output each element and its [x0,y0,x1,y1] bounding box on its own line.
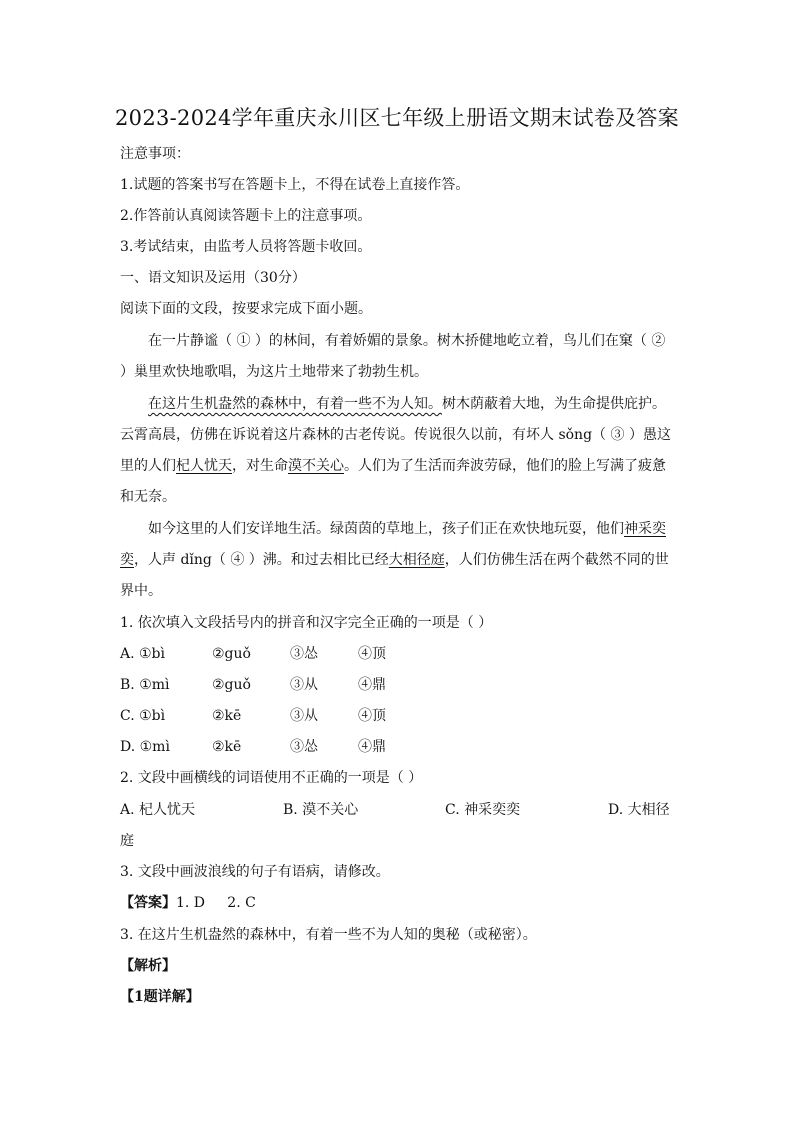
option-cell: ②guǒ [212,646,251,662]
passage-p2-line1 [148,394,680,414]
question-2-wrap: 庭 [120,833,134,849]
passage-p3-line1 [148,519,680,539]
question-1-option-d [120,737,386,757]
option-cell: ④顶 [358,646,386,662]
passage-p1-line1: 在一片静谧（ ① ）的林间，有着娇媚的景象。树木挢健地屹立着，鸟儿们在窠（ ② [148,333,666,349]
question-3-stem: 3. 文段中画波浪线的句子有语病，请修改。 [120,864,390,880]
option-cell: ②kē [212,708,242,724]
underlined-word-3: 神采奕 [624,521,666,537]
passage-text: ，对生命 [232,458,288,474]
answer-text: 1. D 2. C [176,895,256,911]
option-cell: ③怂 [290,646,318,662]
option-cell: ②kē [212,739,242,755]
passage-p2-line4: 和无奈。 [120,489,176,505]
option-cell: B. ①mì [120,677,170,693]
analysis-label: 【解析】 [120,958,176,974]
option-cell: ④鼎 [358,677,386,693]
passage-p2-line3 [120,456,680,476]
option-cell: ③从 [290,708,318,724]
passage-text: ，人声 dǐng（ ④ ）沸。和过去相比已经 [134,552,389,568]
note-item-2: 2.作答前认真阅读答题卡上的注意事项。 [120,208,372,224]
question-2-option-d: D. 大相径 [608,802,670,818]
note-item-3: 3.考试结束，由监考人员将答题卡收回。 [120,239,372,255]
underlined-word-2: 漠不关心 [288,458,344,474]
question-2-option-b: B. 漠不关心 [283,802,359,818]
option-cell: ④顶 [358,708,386,724]
answer-line [120,893,680,913]
option-cell: ④鼎 [358,739,386,755]
option-cell: ②guǒ [212,677,251,693]
passage-p2-line2: 云霄高晨，仿佛在诉说着这片森林的古老传说。传说很久以前，有坏人 sǒng（ ③ ）愚这 [120,427,671,443]
underlined-word-3-cont: 奕 [120,552,134,568]
passage-text: 树木荫蔽着大地，为生命提供庇护。 [442,396,666,412]
analysis-detail: 【1题详解】 [120,989,200,1005]
passage-text: 如今这里的人们安详地生活。绿茵茵的草地上，孩子们正在欢快地玩耍，他们 [148,521,624,537]
answer-q3: 3. 在这片生机盎然的森林中，有着一些不为人知的奥秘（或秘密）。 [120,927,537,943]
passage-p1-line2: ）巢里欢快地歌唱，为这片土地带来了勃勃生机。 [120,364,428,380]
passage-p3-line2 [120,550,680,570]
question-2-option-a: A. 杞人忧天 [120,802,196,818]
question-2-option-c: C. 神采奕奕 [445,802,521,818]
option-cell: ③怂 [290,739,318,755]
answer-label: 【答案】 [120,895,176,911]
section-instruction: 阅读下面的文段，按要求完成下面小题。 [120,301,372,317]
option-cell: C. ①bì [120,708,166,724]
question-2-stem: 2. 文段中画横线的词语使用不正确的一项是（ ） [120,770,423,786]
question-1-option-b [120,675,386,695]
page-title: 2023-2024学年重庆永川区七年级上册语文期末试卷及答案 [115,106,679,130]
section-heading: 一、语文知识及运用（30分） [120,270,306,286]
passage-text: 。人们为了生活而奔波劳碌，他们的脸上写满了疲惫 [344,458,666,474]
question-1-option-a [120,644,386,664]
option-cell: ③从 [290,677,318,693]
passage-text: ，人们仿佛生活在两个截然不同的世 [444,552,669,568]
passage-text: 里的人们 [120,458,176,474]
note-item-1: 1.试题的答案书写在答题卡上，不得在试卷上直接作答。 [120,177,470,193]
question-1-option-c [120,706,386,726]
notes-heading: 注意事项： [120,146,190,162]
underlined-word-4: 大相径庭 [388,552,445,568]
option-cell: A. ①bì [120,646,166,662]
question-1-stem: 1. 依次填入文段括号内的拼音和汉字完全正确的一项是（ ） [120,615,493,631]
option-cell: D. ①mì [120,739,170,755]
underlined-word-1: 杞人忧天 [176,458,232,474]
passage-p3-line3: 界中。 [120,583,162,599]
wavy-sentence: 在这片生机盎然的森林中，有着一些不为人知。 [148,396,442,412]
